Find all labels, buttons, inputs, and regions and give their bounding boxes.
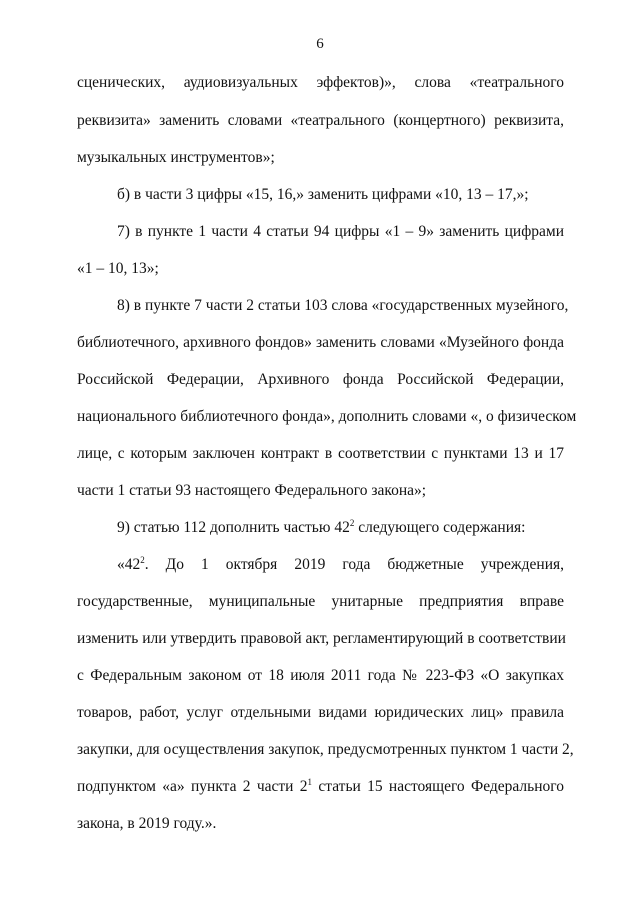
text-line: музыкальных инструментов»; <box>77 149 275 166</box>
text-line: реквизита» заменить словами «театрального (концертного) реквизита, <box>77 112 564 129</box>
superscript: 1 <box>307 777 313 787</box>
text-line: части 1 статьи 93 настоящего Федерального закона»; <box>77 482 427 499</box>
text-line: библиотечного, архивного фондов» заменить словами «Музейного фонда <box>77 334 564 351</box>
page-number: 6 <box>316 36 324 52</box>
text-line: товаров, работ, услуг отдельными видами юридических лиц» правила <box>77 704 564 721</box>
text-line: с Федеральным законом от 18 июля 2011 года № 223-ФЗ «О закупках <box>77 667 564 684</box>
text-line: лице, с которым заключен контракт в соответствии с пунктами 13 и 17 <box>77 445 564 462</box>
text-segment: 9) статью 112 дополнить частью 42 <box>117 519 350 536</box>
text-line: 7) в пункте 1 части 4 статьи 94 цифры «1 – 9» заменить цифрами <box>117 223 564 240</box>
text-segment: статьи 15 настоящего Федерального <box>312 778 565 795</box>
text-line: закупки, для осуществления закупок, предусмотренных пунктом 1 части 2, <box>77 741 574 758</box>
text-segment: следующего содержания: <box>354 519 526 536</box>
text-line <box>77 777 564 797</box>
text-line: закона, в 2019 году.». <box>77 815 217 832</box>
text-line: изменить или утвердить правовой акт, регламентирующий в соответствии <box>77 630 566 647</box>
text-line: Российской Федерации, Архивного фонда Российской Федерации, <box>77 371 564 388</box>
text-line: национального библиотечного фонда», дополнить словами «, о физическом <box>77 408 577 425</box>
text-line: сценических, аудиовизуальных эффектов)», слова «театрального <box>77 74 564 91</box>
text-line: б) в части 3 цифры «15, 16,» заменить цифрами «10, 13 – 17,»; <box>117 186 529 203</box>
superscript: 2 <box>140 555 145 565</box>
text-segment: . До 1 октября 2019 года бюджетные учреждения, <box>144 556 564 573</box>
text-segment: подпунктом «а» пункта 2 части 2 <box>77 778 308 795</box>
text-line <box>117 518 564 538</box>
superscript: 2 <box>349 518 355 528</box>
text-line: государственные, муниципальные унитарные предприятия вправе <box>77 593 564 610</box>
text-segment: «42 <box>117 556 141 573</box>
text-line <box>117 555 564 575</box>
text-line: «1 – 10, 13»; <box>77 260 159 277</box>
text-line: 8) в пункте 7 части 2 статьи 103 слова «государственных музейного, <box>117 297 569 314</box>
